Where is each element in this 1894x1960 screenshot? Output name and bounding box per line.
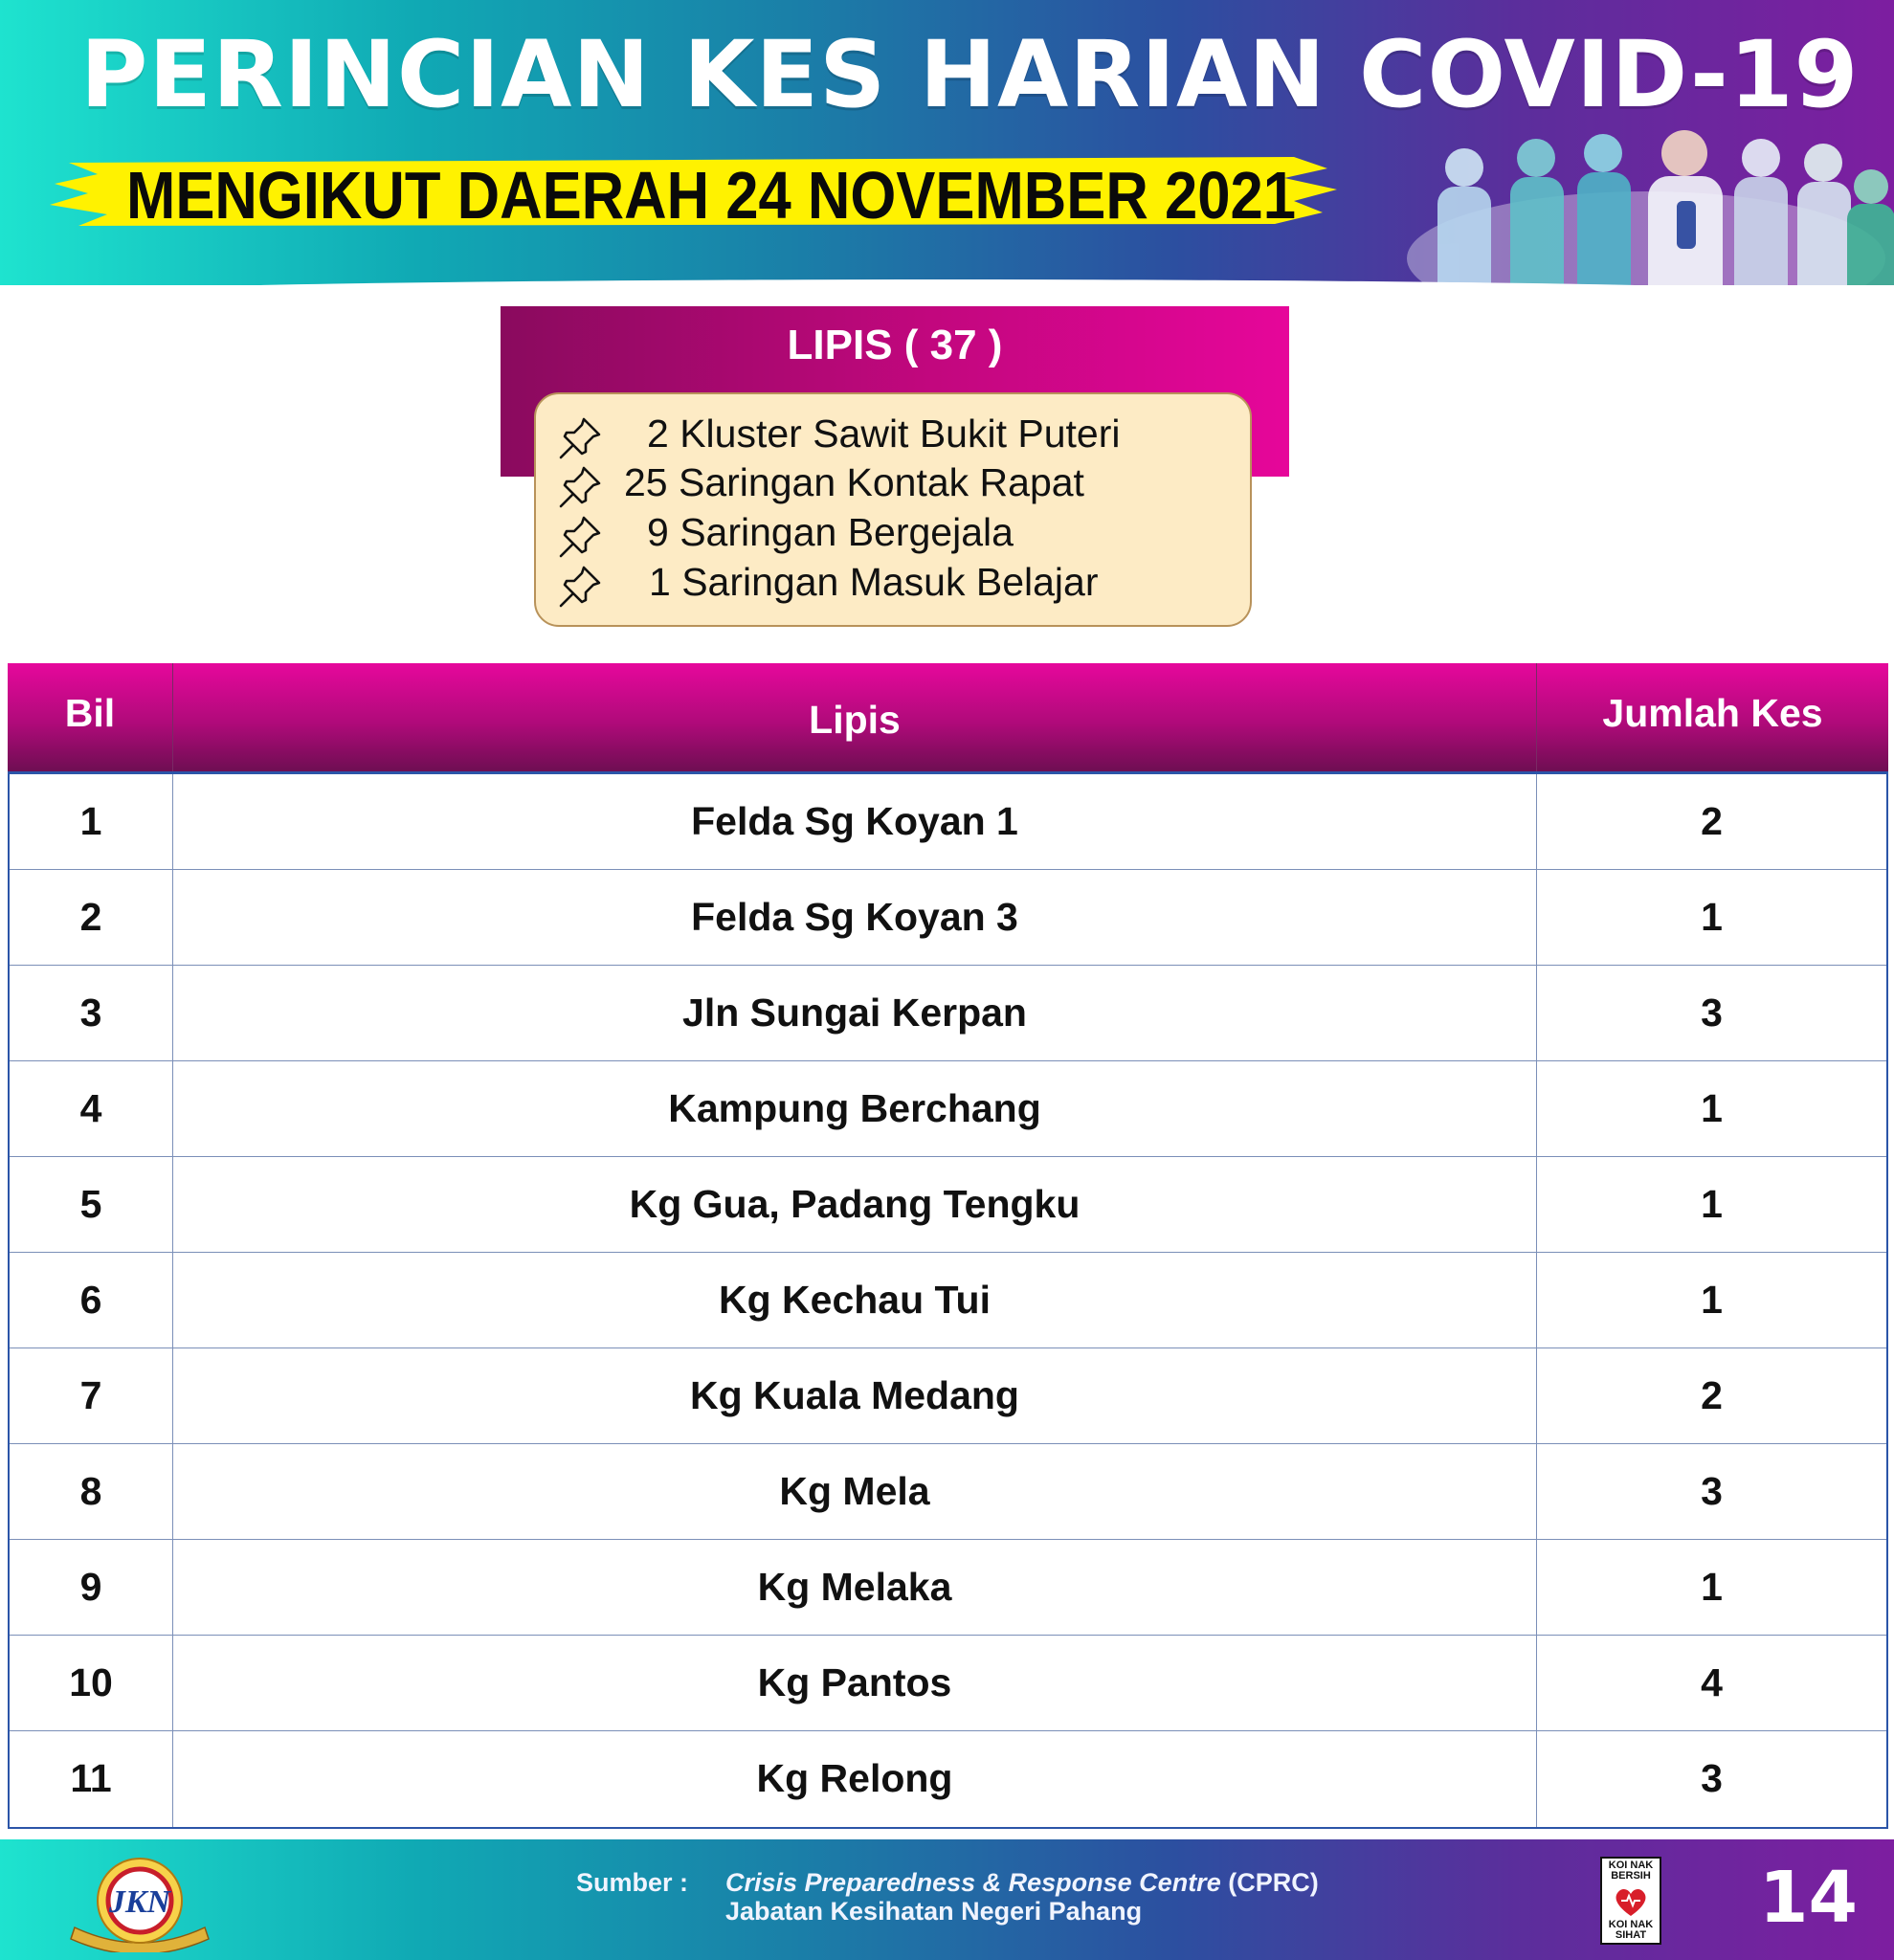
table-row (10, 1061, 1886, 1157)
pushpin-icon (557, 415, 603, 461)
cell-case-count: 3 (1701, 1469, 1723, 1513)
breakdown-text: 2 Kluster Sawit Bukit Puteri (647, 412, 1121, 456)
cell-location: Kg Mela (173, 1444, 1537, 1540)
page-number: 14 (1759, 1857, 1858, 1939)
cell-case-count: 1 (1701, 1182, 1723, 1226)
heart-icon (1614, 1885, 1648, 1918)
source-organization (725, 1868, 1319, 1898)
cell-bil: 6 (10, 1253, 173, 1348)
cell-case-count: 3 (1701, 991, 1723, 1035)
cell-case-count: 1 (1701, 1565, 1723, 1609)
header-banner (0, 0, 1894, 285)
cell-bil: 7 (10, 1348, 173, 1444)
cell-location: Kg Gua, Padang Tengku (173, 1157, 1537, 1253)
table-body (8, 774, 1888, 1829)
cell-location: Jln Sungai Kerpan (173, 966, 1537, 1061)
cell-location: Kg Kechau Tui (173, 1253, 1537, 1348)
cell-case-count: 2 (1701, 1373, 1723, 1417)
cell-case-count: 4 (1701, 1660, 1723, 1704)
breakdown-item (557, 510, 1227, 560)
source-org-abbrev: (CPRC) (1220, 1868, 1319, 1897)
jkn-logo (56, 1853, 224, 1952)
koi-nak-sihat-badge (1600, 1857, 1661, 1945)
source-org-name: Crisis Preparedness & Response Centre (725, 1868, 1221, 1897)
cell-bil: 4 (10, 1061, 173, 1157)
column-header-case-count: Jumlah Kes (1602, 691, 1823, 735)
cell-location: Kg Pantos (173, 1636, 1537, 1731)
table-row (10, 1253, 1886, 1348)
cell-case-count: 2 (1701, 799, 1723, 843)
column-header-location: Lipis (173, 663, 1537, 771)
table-row (10, 774, 1886, 870)
table-header (8, 663, 1888, 774)
badge-top-text: KOI NAK BERSIH (1608, 1860, 1654, 1882)
cell-bil: 2 (10, 870, 173, 966)
source-label: Sumber : (576, 1868, 689, 1897)
cell-bil: 9 (10, 1540, 173, 1636)
cell-bil: 5 (10, 1157, 173, 1253)
cell-location: Kg Kuala Medang (173, 1348, 1537, 1444)
cell-location: Felda Sg Koyan 1 (173, 774, 1537, 870)
breakdown-text: 1 Saringan Masuk Belajar (649, 560, 1099, 604)
table-row (10, 870, 1886, 966)
cell-bil: 3 (10, 966, 173, 1061)
page-title: PERINCIAN KES HARIAN COVID-19 (80, 21, 1860, 128)
pushpin-icon (557, 514, 603, 560)
column-header-bil: Bil (8, 663, 173, 771)
breakdown-item (557, 412, 1227, 461)
cell-bil: 8 (10, 1444, 173, 1540)
cell-location: Kg Melaka (173, 1540, 1537, 1636)
cell-bil: 11 (10, 1731, 173, 1827)
table-row (10, 1157, 1886, 1253)
badge-bottom-text: KOI NAK SIHAT (1608, 1919, 1654, 1941)
subtitle-banner (50, 151, 1337, 233)
table-row (10, 1731, 1886, 1827)
page-subtitle: MENGIKUT DAERAH 24 NOVEMBER 2021 (126, 158, 1296, 233)
district-title: LIPIS ( 37 ) (787, 322, 1003, 368)
breakdown-item (557, 560, 1227, 610)
source-department: Jabatan Kesihatan Negeri Pahang (725, 1897, 1143, 1926)
cell-case-count: 1 (1701, 895, 1723, 939)
table-row (10, 1348, 1886, 1444)
table-row (10, 966, 1886, 1061)
cell-location: Kampung Berchang (173, 1061, 1537, 1157)
cell-bil: 10 (10, 1636, 173, 1731)
cell-case-count: 3 (1701, 1756, 1723, 1800)
pushpin-icon (557, 464, 603, 510)
breakdown-item (557, 460, 1227, 510)
cell-location: Kg Relong (173, 1731, 1537, 1827)
breakdown-text: 9 Saringan Bergejala (647, 510, 1014, 554)
table-row (10, 1636, 1886, 1731)
logo-text: JKN (108, 1884, 171, 1920)
medical-staff-illustration (1397, 115, 1894, 285)
case-breakdown-box (534, 392, 1252, 627)
cell-case-count: 1 (1701, 1086, 1723, 1130)
cell-bil: 1 (10, 774, 173, 870)
cell-location: Felda Sg Koyan 3 (173, 870, 1537, 966)
table-row (10, 1540, 1886, 1636)
cell-case-count: 1 (1701, 1278, 1723, 1322)
table-row (10, 1444, 1886, 1540)
footer-bar (0, 1839, 1894, 1960)
pushpin-icon (557, 564, 603, 610)
breakdown-text: 25 Saringan Kontak Rapat (624, 460, 1084, 504)
